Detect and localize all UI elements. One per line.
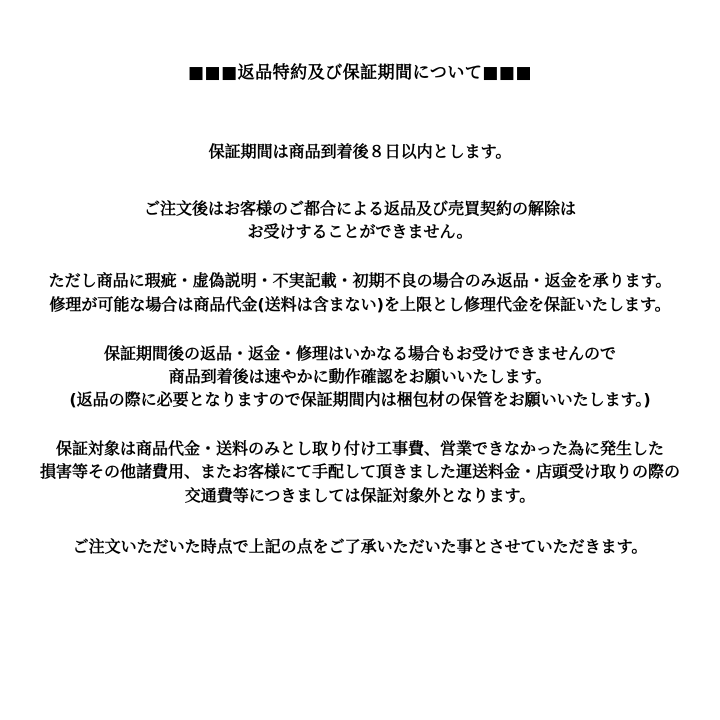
text-line: 修理が可能な場合は商品代金(送料は含まない)を上限とし修理代金を保証いたします。	[49, 294, 671, 314]
text-line: 商品到着後は速やかに動作確認をお願いいたします。	[168, 366, 552, 386]
text-line: 交通費等につきましては保証対象外となります。	[184, 485, 536, 505]
section-agreement	[0, 535, 720, 558]
section-customer-cancellation	[0, 197, 720, 243]
text-line: 損害等その他諸費用、またお客様にて手配して頂きました運送料金・店頭受け取りの際の	[39, 462, 680, 482]
section-coverage-scope	[0, 437, 720, 507]
text-line: 保証対象は商品代金・送料のみとし取り付け工事費、営業できなかった為に発生した	[55, 439, 664, 459]
text-line: ご注文後はお客様のご都合による返品及び売買契約の解除は	[143, 198, 576, 218]
text-line: (返品の際に必要となりますので保証期間内は梱包材の保管をお願いいたします。)	[69, 390, 651, 410]
section-warranty-period	[0, 140, 720, 163]
section-after-warranty	[0, 342, 720, 412]
page-title: ■■■返品特約及び保証期間について■■■	[187, 63, 533, 83]
text-line: 保証期間後の返品・返金・修理はいかなる場合もお受けできませんので	[103, 343, 616, 363]
text-line: ご注文いただいた時点で上記の点をご了承いただいた事とさせていただきます。	[72, 536, 648, 556]
text-line: ただし商品に瑕疵・虚偽説明・不実記載・初期不良の場合のみ返品・返金を承ります。	[48, 271, 672, 291]
text-line: 保証期間は商品到着後８日以内とします。	[208, 141, 512, 161]
section-exceptions	[0, 269, 720, 315]
text-line: お受けすることができません。	[247, 222, 473, 242]
